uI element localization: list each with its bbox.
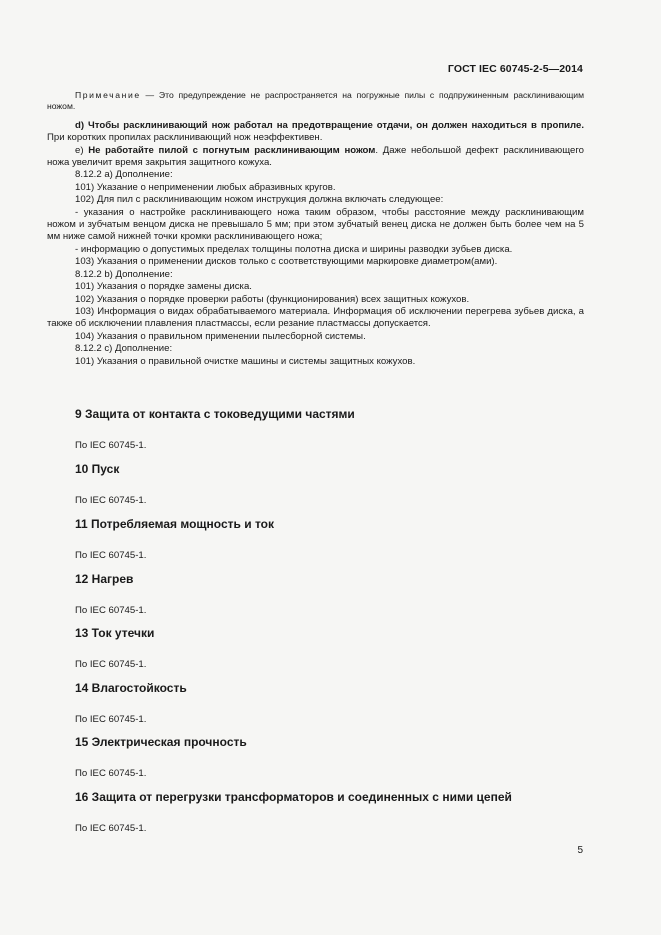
section-12	[75, 572, 147, 616]
section-9	[75, 407, 355, 451]
section-heading: 14 Влагостойкость	[75, 681, 187, 695]
item-d-bold: d) Чтобы расклинивающий нож работал на предотвращение отдачи, он должен находиться в пропиле.	[75, 119, 584, 131]
paragraph: - информацию о допустимых пределах толщины полотна диска и ширины разводки зубьев диска.	[75, 243, 513, 255]
paragraph: 101) Указания о порядке замены диска.	[75, 281, 252, 293]
section-heading: 9 Защита от контакта с токоведущими частями	[75, 407, 355, 421]
requirements-text	[47, 90, 584, 368]
section-14	[75, 681, 187, 725]
item-e	[47, 145, 584, 170]
paragraph: 8.12.2 b) Дополнение:	[75, 268, 173, 280]
section-15	[75, 735, 247, 779]
item-e-prefix: e)	[75, 144, 89, 156]
section-heading: 15 Электрическая прочность	[75, 735, 247, 749]
paragraph: 8.12.2 c) Дополнение:	[75, 343, 173, 355]
section-text: По IEC 60745-1.	[75, 768, 147, 779]
section-text: По IEC 60745-1.	[75, 550, 147, 561]
paragraph: 102) Для пил с расклинивающим ножом инструкция должна включать следующее:	[75, 194, 444, 206]
section-heading: 13 Ток утечки	[75, 626, 155, 640]
section-11	[75, 517, 275, 561]
section-10	[75, 462, 147, 506]
section-heading: 16 Защита от перегрузки трансформаторов и соединенных с ними цепей	[75, 790, 512, 804]
paragraph: 103) Информация о видах обрабатываемого материала. Информация об исключении перегрева зубьев диска, а также об исключении плавления пластмассы, если резание пластмассы допускается.	[47, 305, 584, 330]
note-text: — Это предупреждение не распространяется на погружные пилы с подпружиненным расклинивающим ножом.	[47, 90, 584, 112]
item-d-rest: При коротких пропилах расклинивающий нож неэффективен.	[47, 132, 323, 144]
paragraph: - указания о настройке расклинивающего ножа таким образом, чтобы расстояние между расклинивающим ножом и зубчатым венцом диска не превышало 5 мм; при этом зубчатый венец диска не должен быть более чем на 5 мм ниже самой нижней точки кромки расклинивающего ножа;	[47, 206, 584, 243]
document-code: ГОСТ IEC 60745-2-5—2014	[447, 63, 583, 75]
section-13	[75, 626, 155, 670]
note-label: Примечание	[75, 90, 141, 100]
section-text: По IEC 60745-1.	[75, 495, 147, 506]
paragraph: 102) Указания о порядке проверки работы (функционирования) всех защитных кожухов.	[75, 293, 470, 305]
paragraph: 8.12.2 a) Дополнение:	[75, 169, 173, 181]
item-e-bold: Не работайте пилой с погнутым расклинивающим ножом	[88, 144, 376, 156]
paragraph: 101) Указания о правильной очистке машины и системы защитных кожухов.	[75, 355, 416, 367]
page-number: 5	[577, 845, 583, 856]
section-text: По IEC 60745-1.	[75, 714, 147, 725]
section-text: По IEC 60745-1.	[75, 605, 147, 616]
paragraph: 104) Указания о правильном применении пылесборной системы.	[75, 330, 366, 342]
section-16	[75, 790, 512, 834]
item-d	[47, 120, 584, 145]
paragraph: 103) Указания о применении дисков только с соответствующими маркировке диаметром(ами).	[75, 256, 498, 268]
paragraph: 101) Указание о неприменении любых абразивных кругов.	[75, 181, 336, 193]
section-text: По IEC 60745-1.	[75, 823, 147, 834]
section-text: По IEC 60745-1.	[75, 659, 147, 670]
section-heading: 10 Пуск	[75, 462, 120, 476]
item-e-rest: . Даже небольшой дефект расклинивающего ножа увеличит время закрытия защитного кожуха.	[47, 144, 584, 169]
section-heading: 12 Нагрев	[75, 572, 134, 586]
section-heading: 11 Потребляемая мощность и ток	[75, 517, 275, 531]
note	[47, 90, 584, 113]
section-text: По IEC 60745-1.	[75, 440, 147, 451]
